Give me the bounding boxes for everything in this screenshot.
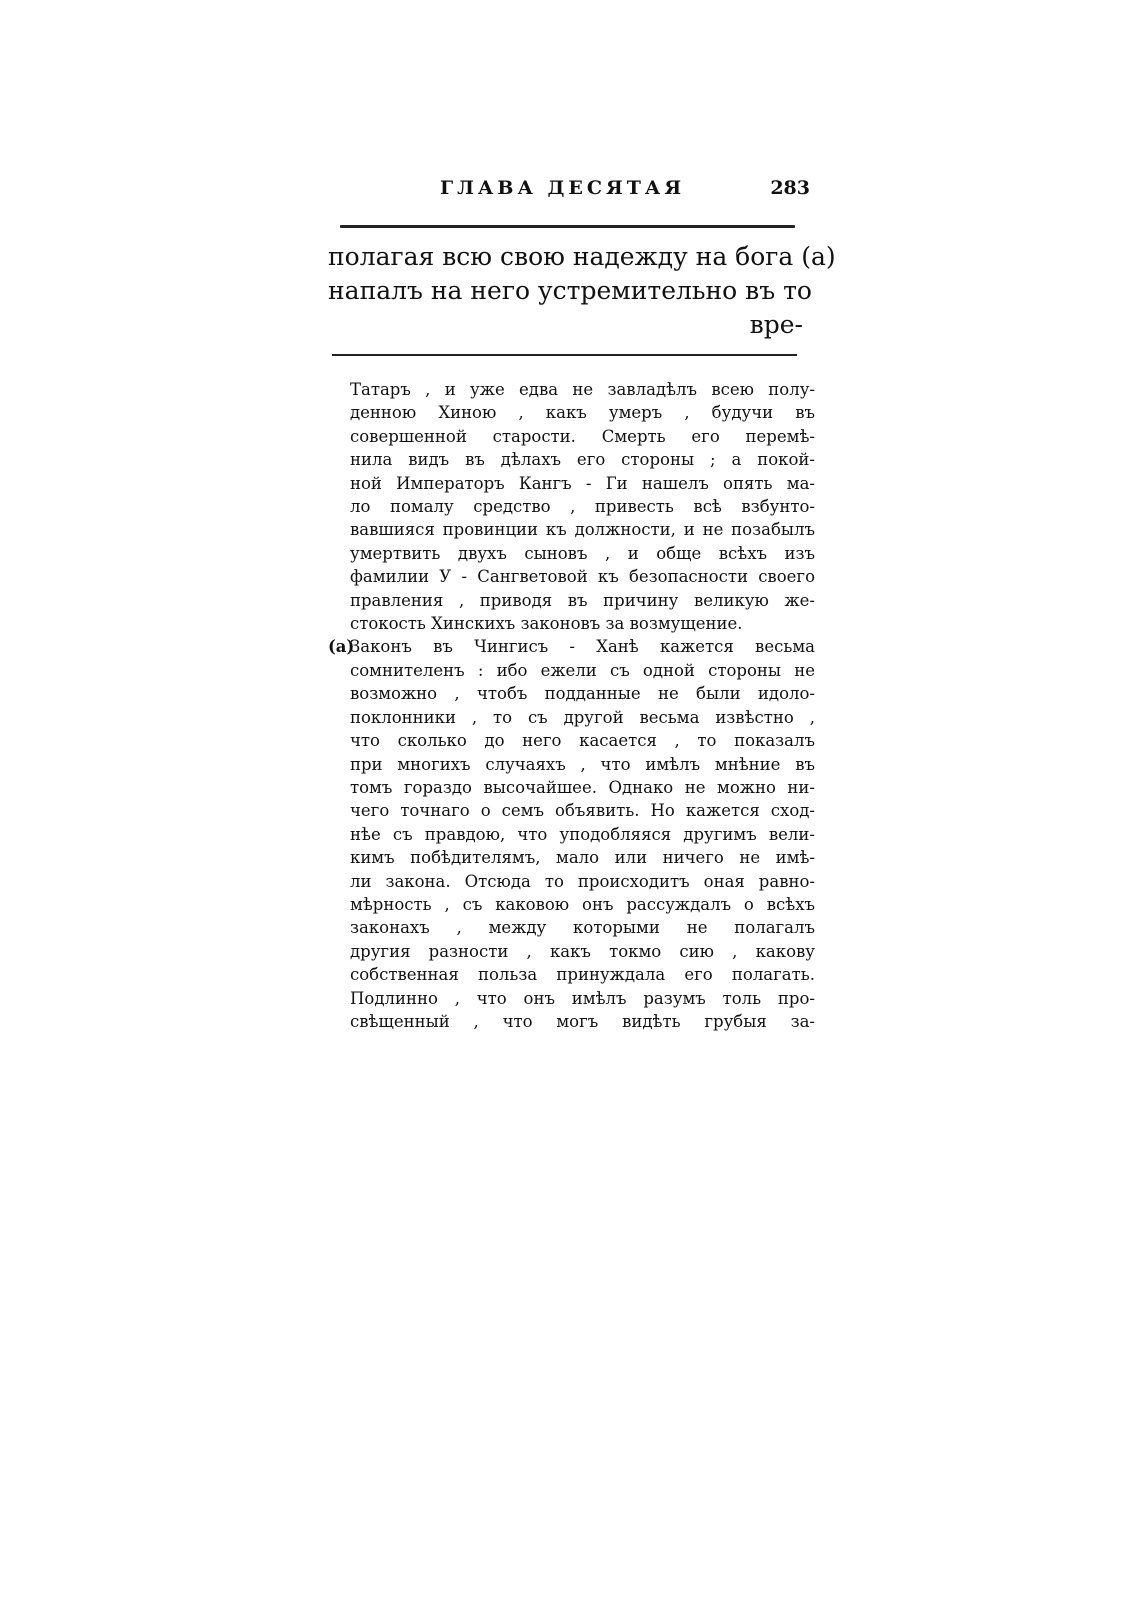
- footnote-line: мѣрность , съ каковою онъ рассуждалъ о всѣхъ: [350, 894, 815, 914]
- footnote-line: Татаръ , и уже едва не завладѣлъ всею полу-: [350, 380, 815, 399]
- page-number: 283: [770, 177, 810, 199]
- footnote-line: возможно , чтобъ подданные не были идоло-: [350, 684, 815, 704]
- footnote-line: денною Хиною , какъ умеръ , будучи въ: [350, 403, 815, 423]
- footnote-line: чего точнаго о семъ объявить. Но кажется сход-: [350, 801, 815, 821]
- main-text-line: напалъ на него устремительно въ то: [328, 276, 812, 305]
- footnote-rule: [332, 354, 797, 356]
- footnote-line: собственная польза принуждала его полагать.: [350, 965, 815, 985]
- main-text: [328, 240, 836, 342]
- footnote-line: сомнителенъ : ибо ежели съ одной стороны не: [350, 660, 815, 680]
- footnote-line: законахъ , между которыми не полагалъ: [350, 918, 815, 938]
- footnote-line: вавшияся провинции къ должности, и не позабылъ: [350, 520, 815, 540]
- main-text-line: полагая всю свою надежду на бога (a): [328, 242, 836, 271]
- footnote-line: свѣщенный , что могъ видѣть грубыя за-: [350, 1011, 815, 1031]
- footnote-marker: (a): [328, 637, 355, 657]
- chapter-title: ГЛАВА ДЕСЯТАЯ: [440, 177, 686, 199]
- footnote-a: [328, 635, 815, 658]
- footnote-line: правления , приводя въ причину великую же-: [350, 590, 815, 610]
- footnote-line: совершенной старости. Смерть его перемѣ-: [350, 426, 815, 446]
- footnote-line: что сколько до него касается , то показалъ: [350, 731, 815, 751]
- header-rule: [340, 225, 795, 228]
- footnote-line: томъ гораздо высочайшее. Однако не можно ни-: [350, 777, 815, 797]
- running-head: [430, 173, 810, 205]
- footnote-line: нѣе съ правдою, что уподобляяся другимъ вели-: [350, 824, 815, 844]
- footnote-line: ло помалу средство , привесть всѣ взбунто-: [350, 497, 815, 517]
- footnotes: [328, 378, 815, 1033]
- footnote-line: Подлинно , что онъ имѣлъ разумъ толь про-: [350, 988, 815, 1008]
- main-text-line: вре-: [749, 310, 803, 339]
- footnote-line: нила видъ въ дѣлахъ его стороны ; а покой-: [350, 450, 815, 470]
- footnote-line: фамилии У - Сангветовой къ безопасности своего: [350, 567, 815, 587]
- footnote-line: поклонники , то съ другой весьма извѣстно ,: [350, 707, 815, 727]
- footnote-line: ной Императоръ Кангъ - Ги нашелъ опять ма-: [350, 473, 815, 493]
- footnote-line: другия разности , какъ токмо сию , какову: [350, 941, 815, 961]
- footnote-line: стокость Хинскихъ законовъ за возмущение.: [350, 614, 743, 634]
- footnote-line: Законъ въ Чингисъ - Ханѣ кажется весьма: [350, 637, 815, 657]
- footnote-line: умертвить двухъ сыновъ , и обще всѣхъ изъ: [350, 543, 815, 563]
- footnote-line: при многихъ случаяхъ , что имѣлъ мнѣние въ: [350, 754, 815, 774]
- footnote-line: ли закона. Отсюда то происходитъ оная равно-: [350, 871, 815, 891]
- footnote-line: кимъ побѣдителямъ, мало или ничего не имѣ-: [350, 848, 815, 868]
